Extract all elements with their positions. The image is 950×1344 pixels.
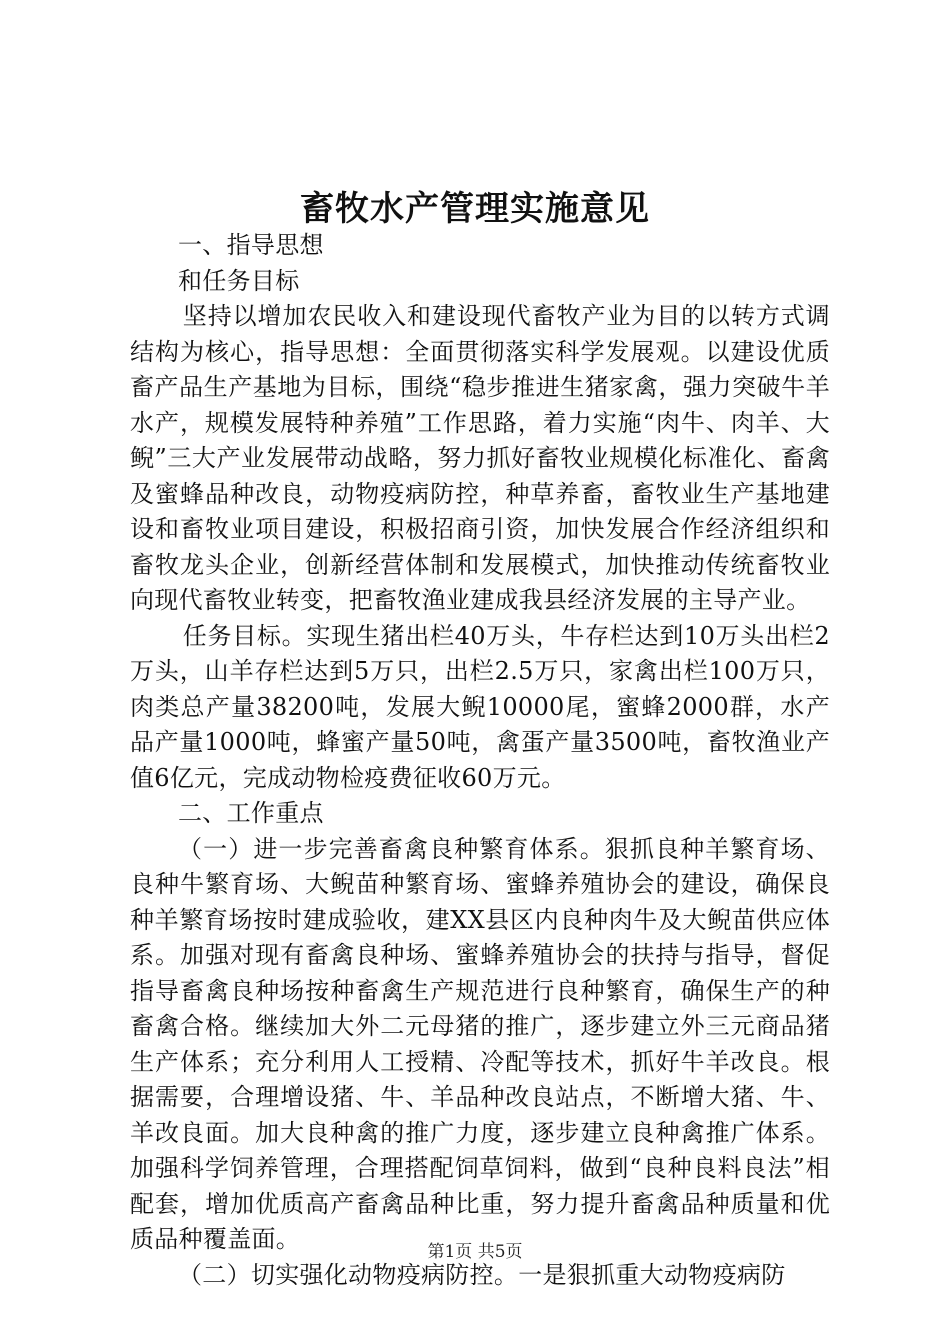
document-body	[130, 228, 830, 1293]
paragraph-guiding-ideology: 坚持以增加农民收入和建设现代畜牧产业为目的以转方式调结构为核心，指导思想：全面贯彻落实科学发展观。以建设优质畜产品生产基地为目标，围绕“稳步推进生猪家禽，强力突破牛羊水产，规模发展特种养殖”工作思路，着力实施“肉牛、肉羊、大鲵”三大产业发展带动战略，努力抓好畜牧业规模化标准化、畜禽及蜜蜂品种改良，动物疫病防控，种草养畜，畜牧业生产基地建设和畜牧业项目建设，积极招商引资，加快发展合作经济组织和畜牧龙头企业，创新经营体制和发展模式，加快推动传统畜牧业向现代畜牧业转变，把畜牧渔业建成我县经济发展的主导产业。	[130, 302, 830, 614]
paragraph-breeding-system: （一）进一步完善畜禽良种繁育体系。狠抓良种羊繁育场、良种牛繁育场、大鲵苗种繁育场、蜜蜂养殖协会的建设，确保良种羊繁育场按时建成验收，建XX县区内良种肉牛及大鲵苗供应体系。加强对现有畜禽良种场、蜜蜂养殖协会的扶持与指导，督促指导畜禽良种场按种畜禽生产规范进行良种繁育，确保生产的种畜禽合格。继续加大外二元母猪的推广，逐步建立外三元商品猪生产体系；充分利用人工授精、冷配等技术，抓好牛羊改良。根据需要，合理增设猪、牛、羊品种改良站点，不断增大猪、牛、羊改良面。加大良种禽的推广力度，逐步建立良种禽推广体系。加强科学饲养管理，合理搭配饲草饲料，做到“良种良料良法”相配套，增加优质高产畜禽品种比重，努力提升畜禽品种质量和优质品种覆盖面。	[130, 834, 830, 1253]
document-title: 畜牧水产管理实施意见	[300, 189, 650, 229]
page-number-footer: 第1页 共5页	[427, 1242, 523, 1262]
section-heading-task-goal: 和任务目标	[178, 266, 300, 295]
paragraph-task-goals: 任务目标。实现生猪出栏40万头，牛存栏达到10万头出栏2万头，山羊存栏达到5万只，出栏2.5万只，家禽出栏100万只，肉类总产量38200吨，发展大鲵10000尾，蜜蜂2000群，水产品产量1000吨，蜂蜜产量50吨，禽蛋产量3500吨，畜牧渔业产值6亿元，完成动物检疫费征收60万元。	[130, 621, 830, 792]
paragraph-disease-control: （二）切实强化动物疫病防控。一是狠抓重大动物疫病防	[178, 1260, 786, 1289]
section-heading-guiding-ideology: 一、指导思想	[178, 231, 324, 259]
section-heading-work-focus: 二、工作重点	[178, 799, 324, 827]
